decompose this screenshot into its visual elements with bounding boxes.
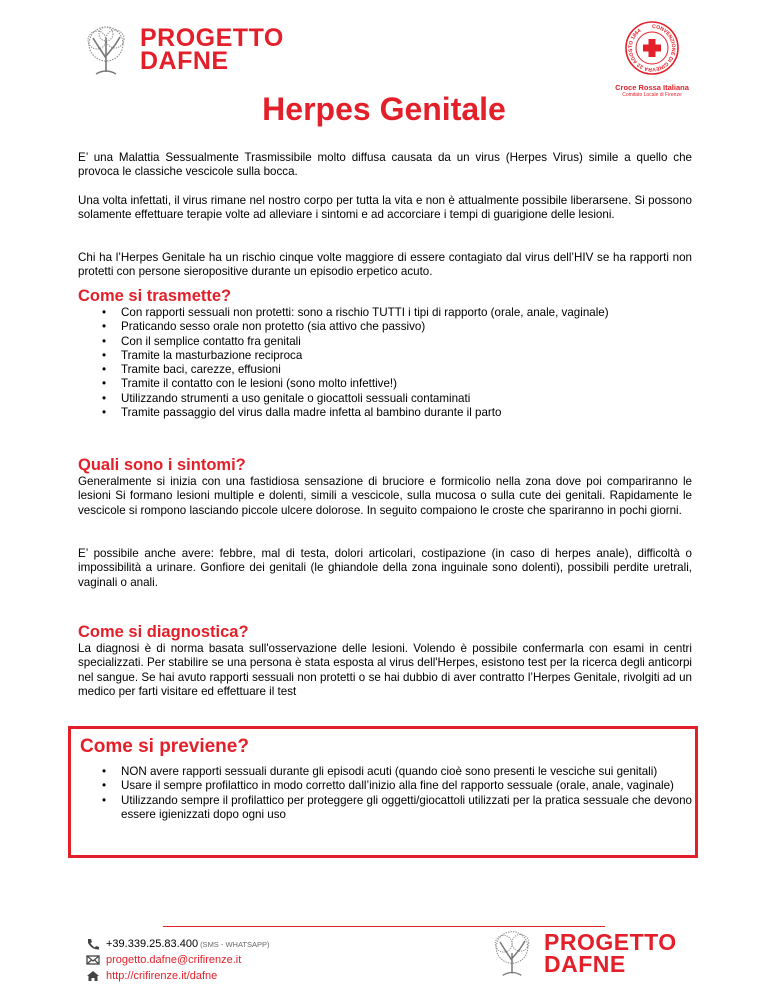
- brand-line-2: DAFNE: [140, 47, 229, 75]
- phone-note: (SMS - WHATSAPP): [200, 939, 270, 949]
- cri-ring-text: CONVENZIONE DI GINEVRA 22 AGOSTO 1864: [627, 23, 677, 73]
- tree-icon: [78, 24, 134, 76]
- heading-prevenzione: Come si previene?: [80, 736, 249, 757]
- list-item: • Utilizzando sempre il profilattico per proteggere gli oggetti/giocattoli utilizzati per la pratica sessuale che devono essere igienizzati dopo ogni uso: [78, 794, 692, 823]
- croce-rossa-logo: [612, 20, 692, 98]
- phone-number: +39.339.25.83.400: [106, 938, 199, 950]
- list-item: • Utilizzando strumenti a uso genitale o giocattoli sessuali contaminati: [78, 392, 692, 406]
- list-item: • Usare il sempre profilattico in modo corretto dall’inizio alla fine del rapporto sessuale (orale, anale, vaginale): [78, 779, 692, 793]
- page-title: Herpes Genitale: [262, 91, 506, 127]
- progetto-dafne-logo: [78, 24, 284, 76]
- email-link[interactable]: progetto.dafne@crifirenze.it: [106, 954, 242, 966]
- list-item: • Tramite la masturbazione reciproca: [78, 349, 692, 363]
- list-item: • Tramite il contatto con le lesioni (sono molto infettive!): [78, 377, 692, 391]
- envelope-icon: [86, 954, 100, 966]
- list-item: • Con rapporti sessuali non protetti: sono a rischio TUTTI i tipi di rapporto (orale, anale, vaginale): [78, 306, 692, 320]
- intro-paragraph-1: E’ una Malattia Sessualmente Trasmissibile molto diffusa causata da un virus (Herpes Virus) simile a quello che provoca le classiche vescicole sulla bocca.: [78, 151, 692, 179]
- heading-trasmissione: Come si trasmette?: [78, 287, 232, 305]
- cri-subtitle: Comitato Locale di Firenze: [622, 92, 682, 98]
- diagnosi-paragraph: La diagnosi è di norma basata sull'osservazione delle lesioni. Volendo è possibile confermarla con esami in centri specializzati. Per stabilire se una persona è stata esposta al virus dell'Herpes, esistono test per la ricerca degli anticorpi nel sangue. Se hai avuto rapporti sessuali non protetti o se hai dubbio di aver contratto l’Herpes Genitale, rivolgiti ad un medico per farti visitare ed effettuare il test: [78, 642, 692, 698]
- list-item: • NON avere rapporti sessuali durante gli episodi acuti (quando cioè sono presenti le vesciche sui genitali): [78, 765, 692, 779]
- heading-sintomi: Quali sono i sintomi?: [78, 456, 246, 474]
- list-item: • Praticando sesso orale non protetto (sia attivo che passivo): [78, 320, 692, 334]
- prevention-box: [68, 726, 698, 858]
- footer-brand-line-1: PROGETTO: [544, 929, 677, 955]
- red-cross-icon: [624, 20, 680, 76]
- heading-diagnosi: Come si diagnostica?: [78, 623, 249, 641]
- contact-website[interactable]: [86, 970, 217, 982]
- contact-phone: [86, 938, 270, 950]
- list-item: • Con il semplice contatto fra genitali: [78, 335, 692, 349]
- list-item: • Tramite passaggio del virus dalla madre infetta al bambino durante il parto: [78, 406, 692, 420]
- website-link[interactable]: http://crifirenze.it/dafne: [106, 970, 218, 982]
- footer-brand-line-2: DAFNE: [544, 951, 626, 977]
- tree-icon: [486, 928, 538, 978]
- list-trasmissione: [78, 306, 692, 420]
- brand-line-1: PROGETTO: [140, 24, 284, 52]
- list-item: • Tramite baci, carezze, effusioni: [78, 363, 692, 377]
- home-icon: [86, 970, 100, 982]
- cri-name: Croce Rossa Italiana: [615, 83, 689, 92]
- intro-paragraph-2: Una volta infettati, il virus rimane nel nostro corpo per tutta la vita e non è attualmente possibile liberarsene. Si possono solamente effettuare terapie volte ad alleviare i sintomi e ad accorciare i tempi di guarigione delle lesioni.: [78, 194, 692, 222]
- intro-paragraph-3: Chi ha l’Herpes Genitale ha un rischio cinque volte maggiore di essere contagiato dal virus dell’HIV se ha rapporti non protetti con persone sieropositive durante un episodio erpetico acuto.: [78, 251, 692, 279]
- contact-email[interactable]: [86, 954, 241, 966]
- footer-progetto-dafne-logo: [486, 928, 677, 978]
- footer-divider: [163, 926, 605, 927]
- sintomi-paragraph-1: Generalmente si inizia con una fastidiosa sensazione di bruciore e formicolio nella zona dove poi compariranno le lesioni Si formano lesioni multiple e dolenti, simili a vescicole, sulla mucosa o sulla cute dei genitali. Rapidamente le vescicole si rompono lasciando piccole ulcere dolorose. In seguito compaiono le croste che spariranno in pochi giorni.: [78, 475, 692, 517]
- phone-icon: [86, 938, 100, 950]
- list-prevenzione: [78, 765, 692, 822]
- sintomi-paragraph-2: E’ possibile anche avere: febbre, mal di testa, dolori articolari, costipazione (in caso di herpes anale), difficoltà o impossibilità a urinare. Gonfiore dei genitali (le ghiandole della zona inguinale sono dolenti), possibili perdite uretrali, vaginali o anali.: [78, 547, 692, 589]
